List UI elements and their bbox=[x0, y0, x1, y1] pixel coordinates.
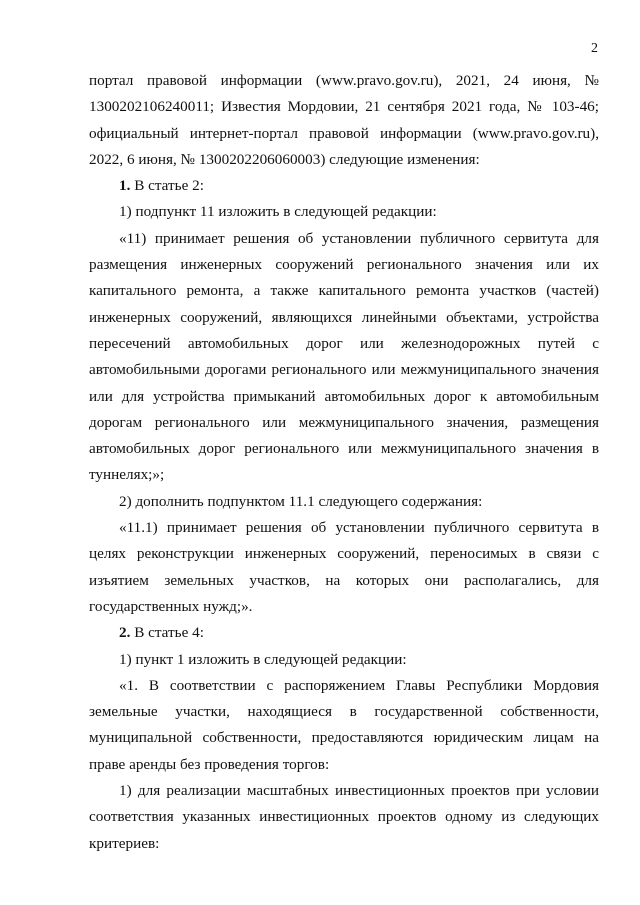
paragraph-quote-11: «11) принимает решения об установлении публичного сервитута для размещения инженерных сооружений регионального значения или их капитального ремонта, а также капитального ремонта участков (частей) инженерных сооружений, являющихся линейными объектами, устройства пересечений автомобильных дорог или железнодорожных путей с автомобильными дорогами регионального или межмуниципального значения или для устройства примыканий автомобильных дорог к автомобильным дорогам регионального или межмуниципального значения, размещения автомобильных дорог регионального или межмуниципального значения в туннелях;»; bbox=[89, 229, 599, 484]
document-body bbox=[89, 68, 599, 857]
paragraph-point-1-edit: 1) пункт 1 изложить в следующей редакции: bbox=[119, 650, 407, 668]
item-text: В статье 2: bbox=[130, 177, 204, 195]
paragraph-subitem-2: 2) дополнить подпунктом 11.1 следующего содержания: bbox=[119, 492, 483, 510]
paragraph-subitem-1: 1) подпункт 11 изложить в следующей редакции: bbox=[119, 203, 437, 221]
paragraph-article-4-heading bbox=[89, 620, 599, 646]
item-text: В статье 4: bbox=[130, 624, 204, 642]
paragraph-sources-continuation: портал правовой информации (www.pravo.gov.ru), 2021, 24 июня, № 1300202106240011; Известия Мордовии, 21 сентября 2021 года, № 103-46; официальный интернет-портал правовой информации (www.pravo.gov.ru), 2022, 6 июня, № 1300202206060003) следующие изменения: bbox=[89, 72, 599, 168]
page-number: 2 bbox=[591, 41, 598, 56]
paragraph-quote-1: «1. В соответствии с распоряжением Главы Республики Мордовия земельные участки, находящиеся в государственной собственности, муниципальной собственности, предоставляются юридическим лицам на праве аренды без проведения торгов: bbox=[89, 676, 599, 773]
paragraph-subpoint-1: 1) для реализации масштабных инвестиционных проектов при условии соответствия указанных инвестиционных проектов одному из следующих критериев: bbox=[89, 782, 599, 852]
paragraph-article-2-heading bbox=[89, 173, 599, 199]
item-number: 2. bbox=[119, 624, 131, 642]
paragraph-quote-11-1: «11.1) принимает решения об установлении публичного сервитута в целях реконструкции инженерных сооружений, переносимых в связи с изъятием земельных участков, на которых они располагались, для государственных нужд;». bbox=[89, 519, 599, 615]
item-number: 1. bbox=[119, 177, 131, 195]
